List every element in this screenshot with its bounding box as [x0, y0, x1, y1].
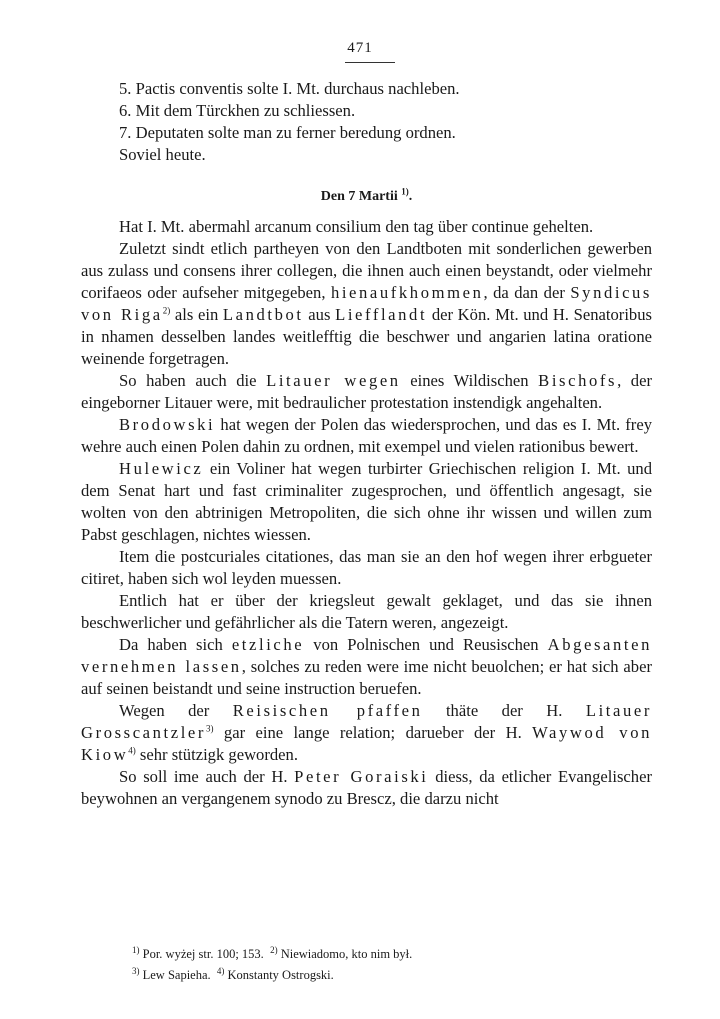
spaced-text: etzliche [231, 635, 305, 654]
text-run: ein Voliner hat wegen turbirter Griechischen religion I. Mt. und dem Senat hart und fast criminaliter zugesprochen, und öffentlich angesagt, sie wolten von den abtrinigen Metropoliten, die sich ohne ihr wissen und willen zum Pabst geschlagen, nichtes wiessen. [81, 459, 652, 544]
paragraph-6: Item die postcuriales citationes, das man sie an den hof wegen ihrer erbgueter citiret, haben sich wol leyden muessen. [81, 547, 652, 588]
footnote-line [132, 944, 612, 965]
footnote-text: Por. wyżej str. 100; 153. [142, 947, 264, 961]
heading-text: Den 7 Martii [320, 189, 398, 204]
text-run: gar eine lange relation; darueber der H. [213, 723, 533, 742]
spaced-text: Syndicus von Riga [81, 283, 652, 324]
spaced-text: Hulewicz [119, 459, 204, 478]
text-run: thäte der H. [422, 701, 586, 720]
paragraph-2 [81, 238, 652, 370]
text-run: Da haben sich [119, 635, 232, 654]
footnote-ref: 3) [206, 723, 214, 734]
paragraph-5 [81, 458, 652, 546]
paragraph-7: Entlich hat er über der kriegsleut gewalt geklaget, und das sie ihnen beschwerlicher und gefährlicher als die Tatern weren, angezeigt. [81, 591, 652, 632]
footnote-text: Konstanty Ostrogski. [227, 968, 334, 982]
spaced-text: Litauer wegen [266, 371, 401, 390]
footnote-mark: 4) [216, 965, 225, 976]
paragraph-1: Hat I. Mt. abermahl arcanum consilium den tag über continue gehelten. [119, 217, 594, 236]
spaced-text: Waywod von Kiow [81, 723, 652, 764]
list-item: 7. Deputaten solte man zu ferner beredung ordnen. [119, 123, 456, 142]
text-run: So soll ime auch der H. [119, 767, 295, 786]
text-run: der Kön. Mt. und H. Senatoribus in nhamen desselben landes weitlefftig die beschwer und angarien latina oratione weinende forgetragen. [81, 305, 652, 368]
spaced-text: Litauer Grosscantzler [81, 701, 652, 742]
text-run: aus [303, 305, 336, 324]
footnote-ref: 2) [162, 305, 171, 316]
section-heading: Den 7 Martii $^{1)}$. [320, 186, 413, 204]
paragraph-8 [81, 634, 652, 700]
page-number-rule [345, 62, 395, 63]
text-run: Zuletzt sindt etlich partheyen von den Landtboten mit sonderlichen gewerben aus zulass und consens ihrer collegen, die ihnen auch einen beystandt, oder vielmehr corifaeos oder aufseher mitgegeben, [81, 239, 652, 302]
list-item: 5. Pactis conventis solte I. Mt. durchaus nachleben. [119, 79, 460, 98]
footnote-mark: 2) [270, 944, 278, 955]
spaced-text: Peter Goraiski [294, 767, 429, 786]
text-run: sehr stützigk geworden. [135, 745, 298, 764]
text-run: als ein [170, 305, 223, 324]
spaced-text: hienaufkhommen [330, 283, 484, 302]
spaced-text: Bischofs [538, 371, 618, 390]
list-closing-line: Soviel heute. [119, 145, 206, 164]
paragraph-3 [81, 370, 652, 414]
paragraph-9 [81, 700, 652, 766]
text-run: diess, da etlicher Evangelischer beywohnen an vergangenem synodo zu Brescz, die darzu nicht [81, 767, 652, 808]
text-run: So haben auch die [119, 371, 267, 390]
paragraph-4 [81, 414, 652, 458]
spaced-text: Reisischen pfaffen [232, 701, 423, 720]
text-run: , da dan der [483, 283, 571, 302]
footnote-line [132, 965, 612, 986]
spaced-text: Liefflandt [335, 305, 428, 324]
footnote-mark: 3) [132, 965, 140, 976]
spaced-text: Brodowski [119, 415, 216, 434]
footnote-mark: 1) [132, 944, 140, 955]
footnote-text: Niewiadomo, kto nim był. [280, 947, 413, 961]
spaced-text: Landtbot [222, 305, 304, 324]
body-text [81, 78, 652, 810]
numbered-list [119, 78, 652, 166]
text-run: , solches zu reden were ime nicht beuolchen; er hat sich aber auf seinen beistandt und seine instruction beruefen. [81, 657, 652, 698]
footnote-ref: 1) [401, 186, 409, 197]
paragraph-10 [81, 766, 652, 810]
text-run: von Polnischen und Reusischen [304, 635, 548, 654]
text-run: Wegen der [119, 701, 233, 720]
text-run: eines Wildischen [400, 371, 539, 390]
page-number: 471 [347, 40, 373, 56]
text-run: , der eingeborner Litauer were, mit bedraulicher protestation instendigk angehalten. [81, 371, 652, 412]
list-item: 6. Mit dem Türckhen zu schliessen. [119, 101, 356, 120]
spaced-text: Abgesanten vernehmen lassen [81, 635, 652, 676]
footnote-ref: 4) [128, 745, 136, 756]
footnote-text: Lew Sapieha. [142, 968, 211, 982]
footnotes [132, 944, 612, 986]
text-run: hat wegen der Polen das wiedersprochen, und das es I. Mt. frey wehre auch einen Polen dahin zu ordnen, mit exempel und vielen rationibus bewert. [81, 415, 652, 456]
